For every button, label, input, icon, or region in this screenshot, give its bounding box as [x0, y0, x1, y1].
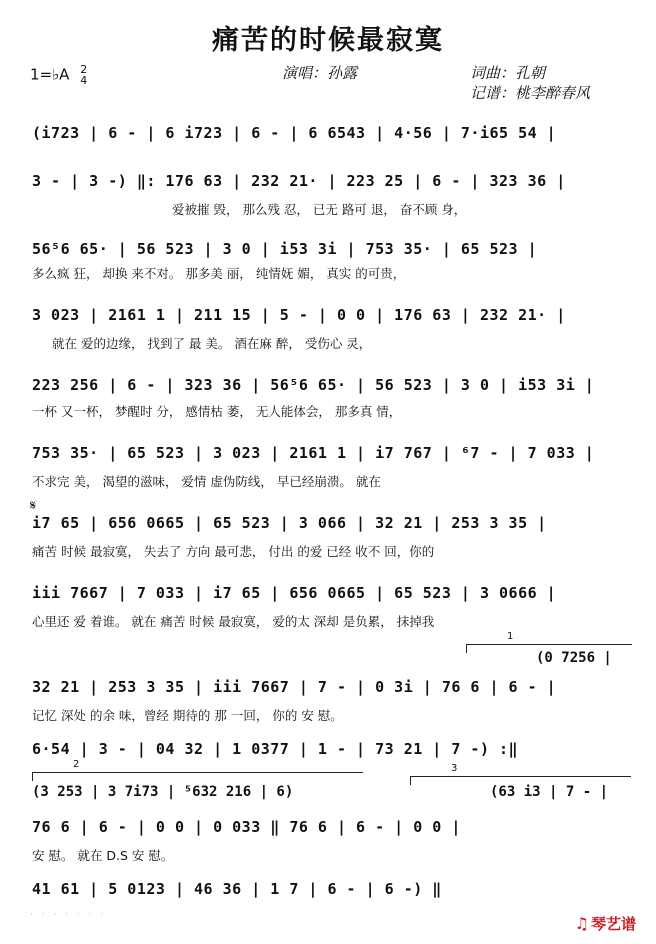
alt-ending-1: (0 7256 | [536, 650, 612, 666]
score-line-1: (i723 | 6 - | 6 i723 | 6 - | 6 6543 | 4·56 | 7·i65 54 | [32, 124, 557, 142]
score-line-8: iii 7667 | 7 033 | i7 65 | 656 0665 | 65 523 | 3 0666 | [32, 584, 557, 602]
logo-text: 琴艺谱 [590, 915, 636, 933]
key-signature [30, 64, 87, 86]
score-line-7: i7 65 | 656 0665 | 65 523 | 3 066 | 32 21 | 253 3 35 | [32, 514, 547, 532]
score-line-4: 3 023 | 2161 1 | 211 15 | 5 - | 0 0 | 176 63 | 232 21· | [32, 306, 566, 324]
score-line-10: 6·54 | 3 - | 04 32 | 1 0377 | 1 - | 73 21 | 7 -) :‖ [32, 740, 519, 758]
lyric-line-7: 痛苦 时候 最寂寞， 失去了 方向 最可悲， 付出 的爱 已经 收不 回，你的 [32, 544, 435, 559]
key-text: 1=♭A [30, 65, 70, 84]
score-line-11: 76 6 | 6 - | 0 0 | 0 033 ‖ 76 6 | 6 - | 0 0 | [32, 818, 461, 836]
meter-top: 2 [80, 63, 88, 76]
lyric-line-3: 多么疯 狂， 却换 来不对。 那多美 丽， 纯情妩 媚， 真实 的可贵， [32, 266, 406, 281]
time-signature [80, 64, 87, 86]
meter-bottom: 4 [80, 74, 88, 87]
lyric-line-8: 心里还 爱 着谁。 就在 痛苦 时候 最寂寞， 爱的太 深却 是负累， 抹掉我 [32, 614, 435, 629]
lyric-line-11: 安 慰。 就在 D.S 安 慰。 [32, 848, 174, 863]
score-line-9: 32 21 | 253 3 35 | iii 7667 | 7 - | 0 3i | 76 6 | 6 - | [32, 678, 557, 696]
alt-ending-3: (63 i3 | 7 - | [490, 784, 609, 800]
lyric-line-9: 记忆 深处 的余 味，曾经 期待的 那 一回， 你的 安 慰。 [32, 708, 343, 723]
logo-icon: ♫ [574, 914, 589, 933]
volta-label-1: 1 [507, 631, 514, 642]
lyric-line-2: 爱被摧 毁， 那么残 忍， 已无 路可 退， 奋不顾 身， [172, 202, 467, 217]
volta-bracket-2 [32, 759, 363, 781]
lyric-line-4: 就在 爱的边缘， 找到了 最 美。 酒在麻 醉， 受伤心 灵， [52, 336, 372, 351]
transcriber-credit: 记谱：桃李醉春风 [470, 84, 591, 102]
score-line-12: 41 61 | 5 0123 | 46 36 | 1 7 | 6 - | 6 -) ‖ [32, 880, 442, 898]
volta-label-2: 2 [73, 759, 80, 770]
segno-sign: 𝄋 [30, 498, 37, 514]
lyric-line-6: 不求完 美， 渴望的滋味， 爱情 虚伪防线， 早已经崩溃。 就在 [32, 474, 381, 489]
brand-logo [575, 913, 636, 934]
faint-watermark: · · · · · · · [30, 910, 107, 920]
singer-credit: 演唱：孙露 [282, 64, 358, 82]
song-title: 痛苦的时候最寂寞 [212, 25, 444, 56]
volta-label-3: 3 [451, 763, 458, 774]
alt-ending-2: (3 253 | 3 7i73 | ⁵632 216 | 6) [32, 784, 294, 800]
composer-credit: 词曲：孔朝 [470, 64, 546, 82]
score-line-2: 3 - | 3 -) ‖: 176 63 | 232 21· | 223 25 | 6 - | 323 36 | [32, 172, 566, 190]
lyric-line-5: 一杯 又一杯， 梦醒时 分， 感情枯 萎， 无人能体会， 那多真 情， [32, 404, 402, 419]
score-line-3: 56⁵6 65· | 56 523 | 3 0 | i53 3i | 753 35· | 65 523 | [32, 240, 538, 258]
score-line-6: 753 35· | 65 523 | 3 023 | 2161 1 | i7 767 | ⁶7 - | 7 033 | [32, 444, 595, 462]
score-line-5: 223 256 | 6 - | 323 36 | 56⁵6 65· | 56 523 | 3 0 | i53 3i | [32, 376, 595, 394]
